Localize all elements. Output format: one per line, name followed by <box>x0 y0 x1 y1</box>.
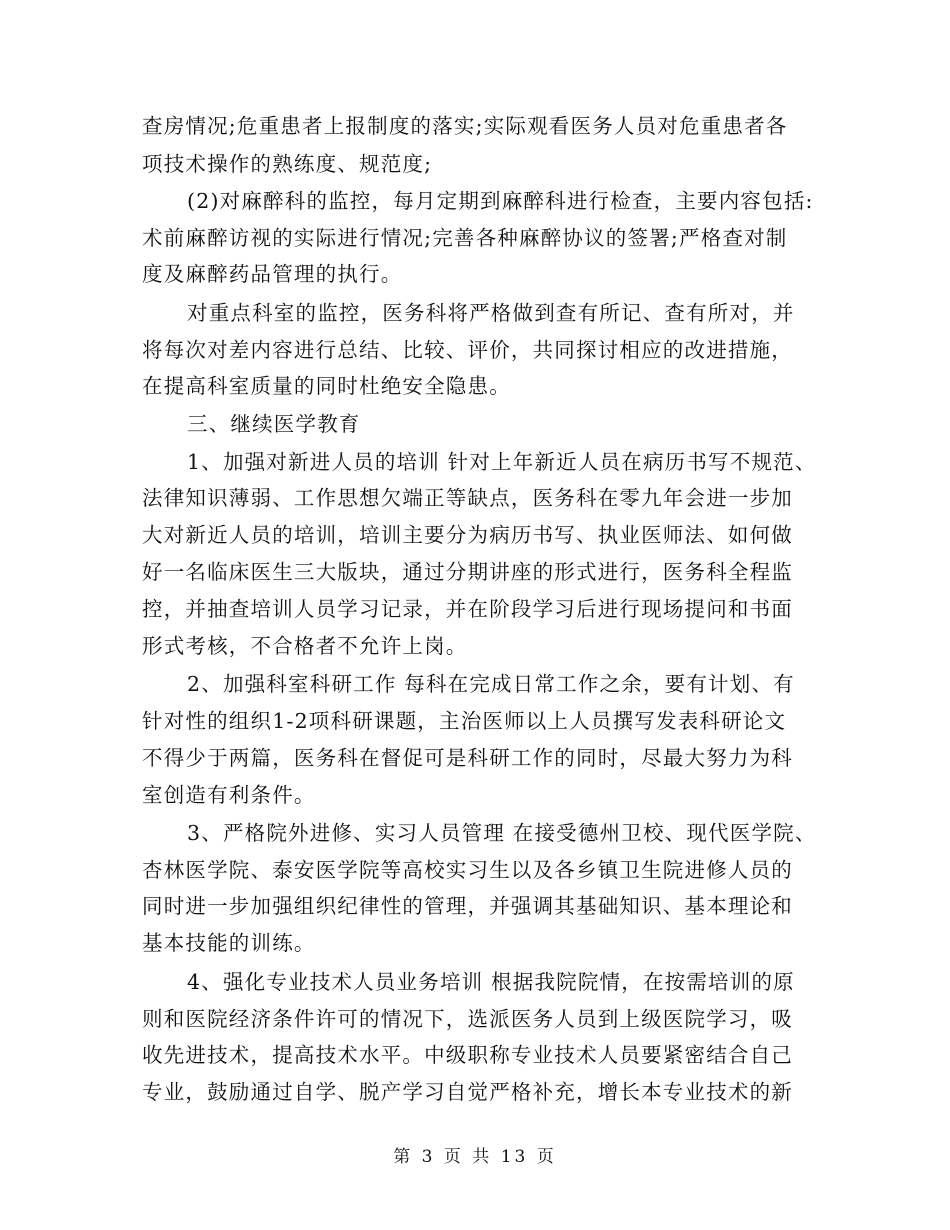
text-line: 好一名临床医生三大版块，通过分期讲座的形式进行，医务科全程监 <box>142 560 793 584</box>
text-line: 1、加强对新进人员的培训 针对上年新近人员在病历书写不规范、 <box>187 450 817 474</box>
text-line: 3、严格院外进修、实习人员管理 在接受德州卫校、现代医学院、 <box>187 821 817 845</box>
text-line: 法律知识薄弱、工作思想欠端正等缺点，医务科在零九年会进一步加 <box>142 486 793 510</box>
text-line: 查房情况;危重患者上报制度的落实;实际观看医务人员对危重患者各 <box>142 114 788 138</box>
text-line: 4、强化专业技术人员业务培训 根据我院院情，在按需培训的原 <box>187 970 795 994</box>
text-line: (2)对麻醉科的监控，每月定期到麻醉科进行检查，主要内容包括: <box>187 189 814 213</box>
text-line: 则和医院经济条件许可的情况下，选派医务人员到上级医院学习，吸 <box>142 1007 793 1031</box>
section-heading: 三、继续医学教育 <box>187 412 361 436</box>
text-line: 针对性的组织1-2项科研课题，主治医师以上人员撰写发表科研论文 <box>142 709 787 733</box>
text-line: 术前麻醉访视的实际进行情况;完善各种麻醉协议的签署;严格查对制 <box>142 226 788 250</box>
text-line: 对重点科室的监控，医务科将严格做到查有所记、查有所对，并 <box>187 301 795 325</box>
text-line: 2、加强科室科研工作 每科在完成日常工作之余，要有计划、有 <box>187 672 795 696</box>
text-line: 基本技能的训练。 <box>142 931 316 955</box>
text-line: 杏林医学院、泰安医学院等高校实习生以及各乡镇卫生院进修人员的 <box>142 858 793 882</box>
text-line: 在提高科室质量的同时杜绝安全隐患。 <box>142 374 511 398</box>
text-line: 大对新近人员的培训，培训主要分为病历书写、执业医师法、如何做 <box>142 523 793 547</box>
text-line: 不得少于两篇，医务科在督促可是科研工作的同时，尽最大努力为科 <box>142 746 793 770</box>
text-line: 将每次对差内容进行总结、比较、评价，共同探讨相应的改进措施， <box>142 338 793 362</box>
text-line: 收先进技术，提高技术水平。中级职称专业技术人员要紧密结合自己 <box>142 1043 793 1067</box>
text-line: 度及麻醉药品管理的执行。 <box>142 262 403 286</box>
text-line: 室创造有利条件。 <box>142 783 316 807</box>
text-line: 专业，鼓励通过自学、脱产学习自觉严格补充，增长本专业技术的新 <box>142 1080 793 1104</box>
page-number-footer: 第 3 页 共 13 页 <box>393 1147 557 1167</box>
text-line: 形式考核，不合格者不允许上岗。 <box>142 634 468 658</box>
text-line: 同时进一步加强组织纪律性的管理，并强调其基础知识、基本理论和 <box>142 894 793 918</box>
text-line: 项技术操作的熟练度、规范度; <box>142 152 433 176</box>
text-line: 控，并抽查培训人员学习记录，并在阶段学习后进行现场提问和书面 <box>142 597 793 621</box>
